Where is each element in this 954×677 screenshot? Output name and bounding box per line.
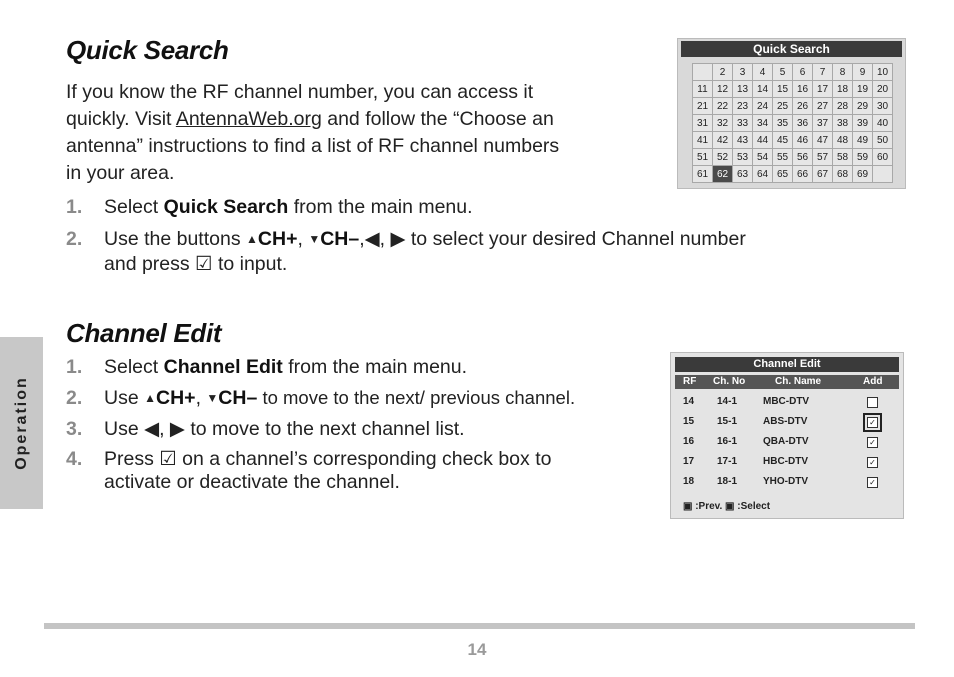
channel-cell[interactable]: 59 <box>853 149 873 166</box>
quick-search-screen <box>677 38 906 189</box>
channel-cell[interactable]: 56 <box>793 149 813 166</box>
channel-cell[interactable]: 50 <box>873 132 893 149</box>
channel-cell[interactable]: 26 <box>793 98 813 115</box>
channel-name: YHO-DTV <box>763 476 808 487</box>
channel-cell[interactable]: 61 <box>693 166 713 183</box>
channel-grid-row <box>693 132 893 149</box>
channel-cell[interactable]: 63 <box>733 166 753 183</box>
add-checkbox[interactable]: ✓ <box>867 437 878 448</box>
channel-cell[interactable]: 48 <box>833 132 853 149</box>
add-checkbox[interactable]: ✓ <box>867 417 878 428</box>
channel-ch: 17-1 <box>717 456 738 467</box>
channel-cell[interactable]: 25 <box>773 98 793 115</box>
quick-search-screen-title: Quick Search <box>681 41 902 57</box>
channel-cell[interactable]: 18 <box>833 81 853 98</box>
page-number: 14 <box>467 640 487 659</box>
channel-cell[interactable]: 60 <box>873 149 893 166</box>
channel-grid-row <box>693 81 893 98</box>
channel-cell[interactable]: 40 <box>873 115 893 132</box>
channel-cell[interactable]: 30 <box>873 98 893 115</box>
channel-edit-footer: ▣ :Prev. ▣ :Select <box>683 501 771 512</box>
channel-ch: 18-1 <box>717 476 738 487</box>
channel-edit-screen-title: Channel Edit <box>675 357 899 372</box>
channel-rf: 16 <box>683 436 695 447</box>
channel-cell[interactable]: 16 <box>793 81 813 98</box>
channel-name: QBA-DTV <box>763 436 809 447</box>
channel-ch: 14-1 <box>717 396 738 407</box>
channel-cell[interactable]: 37 <box>813 115 833 132</box>
channel-cell[interactable]: 68 <box>833 166 853 183</box>
quick-search-heading: Quick Search <box>66 35 229 65</box>
channel-edit-row[interactable] <box>675 433 893 452</box>
channel-grid-row <box>693 64 893 81</box>
channel-cell[interactable]: 3 <box>733 64 753 81</box>
channel-cell[interactable]: 23 <box>733 98 753 115</box>
footer-rule <box>44 623 915 629</box>
channel-cell[interactable]: 33 <box>733 115 753 132</box>
channel-edit-heading: Channel Edit <box>66 318 222 348</box>
channel-cell[interactable]: 58 <box>833 149 853 166</box>
channel-cell[interactable]: 67 <box>813 166 833 183</box>
channel-cell[interactable]: 35 <box>773 115 793 132</box>
channel-cell[interactable]: 13 <box>733 81 753 98</box>
channel-cell[interactable]: 21 <box>693 98 713 115</box>
channel-cell[interactable] <box>693 64 713 81</box>
channel-cell[interactable]: 28 <box>833 98 853 115</box>
channel-cell[interactable]: 29 <box>853 98 873 115</box>
side-tab: Operation <box>0 337 43 509</box>
channel-cell[interactable]: 62 <box>713 166 733 183</box>
channel-cell[interactable]: 32 <box>713 115 733 132</box>
channel-edit-header: RF Ch. No Ch. Name Add <box>675 375 899 389</box>
channel-rf: 17 <box>683 456 695 467</box>
channel-cell[interactable]: 66 <box>793 166 813 183</box>
channel-cell[interactable]: 53 <box>733 149 753 166</box>
channel-cell[interactable]: 45 <box>773 132 793 149</box>
channel-cell[interactable]: 43 <box>733 132 753 149</box>
channel-cell[interactable]: 46 <box>793 132 813 149</box>
channel-cell[interactable]: 31 <box>693 115 713 132</box>
add-checkbox[interactable] <box>867 397 878 408</box>
channel-cell[interactable]: 36 <box>793 115 813 132</box>
channel-cell[interactable]: 39 <box>853 115 873 132</box>
channel-cell[interactable]: 42 <box>713 132 733 149</box>
channel-cell[interactable]: 34 <box>753 115 773 132</box>
quick-search-paragraph: If you know the RF channel number, you can access it quickly. Visit AntennaWeb.org and follow the “Choose an antenna” instructions to find a list of RF channel numbers in your area. <box>66 81 560 184</box>
channel-cell[interactable]: 27 <box>813 98 833 115</box>
channel-edit-row[interactable] <box>675 393 893 412</box>
channel-cell[interactable]: 10 <box>873 64 893 81</box>
channel-grid-row <box>693 149 893 166</box>
channel-cell[interactable]: 38 <box>833 115 853 132</box>
channel-cell[interactable]: 44 <box>753 132 773 149</box>
channel-cell[interactable]: 69 <box>853 166 873 183</box>
down-arrow-icon: ▼ <box>308 232 321 246</box>
up-arrow-icon: ▲ <box>144 391 156 405</box>
channel-rf: 14 <box>683 396 695 407</box>
channel-cell[interactable]: 14 <box>753 81 773 98</box>
channel-cell[interactable]: 4 <box>753 64 773 81</box>
channel-cell[interactable]: 17 <box>813 81 833 98</box>
channel-edit-row[interactable] <box>675 473 893 492</box>
channel-cell[interactable]: 24 <box>753 98 773 115</box>
channel-edit-row[interactable] <box>675 413 893 432</box>
channel-cell[interactable]: 55 <box>773 149 793 166</box>
channel-ch: 16-1 <box>717 436 738 447</box>
down-arrow-icon: ▼ <box>206 391 219 405</box>
channel-ch: 15-1 <box>717 416 738 427</box>
channel-grid-row <box>693 98 893 115</box>
channel-cell[interactable]: 64 <box>753 166 773 183</box>
channel-cell[interactable]: 11 <box>693 81 713 98</box>
channel-cell[interactable]: 49 <box>853 132 873 149</box>
channel-edit-screen <box>670 352 904 519</box>
channel-cell[interactable]: 20 <box>873 81 893 98</box>
channel-cell[interactable] <box>873 166 893 183</box>
channel-cell[interactable]: 47 <box>813 132 833 149</box>
channel-cell[interactable]: 65 <box>773 166 793 183</box>
channel-cell[interactable]: 51 <box>693 149 713 166</box>
channel-name: ABS-DTV <box>763 416 808 427</box>
channel-name: HBC-DTV <box>763 456 808 467</box>
channel-cell[interactable]: 8 <box>833 64 853 81</box>
channel-name: MBC-DTV <box>763 396 810 407</box>
antennaweb-link[interactable]: AntennaWeb.org <box>175 108 322 130</box>
channel-grid-row <box>693 166 893 183</box>
channel-cell[interactable]: 41 <box>693 132 713 149</box>
channel-cell[interactable]: 52 <box>713 149 733 166</box>
channel-edit-row[interactable] <box>675 453 893 472</box>
channel-cell[interactable]: 2 <box>713 64 733 81</box>
add-checkbox[interactable]: ✓ <box>867 477 878 488</box>
up-arrow-icon: ▲ <box>246 232 258 246</box>
channel-cell[interactable]: 6 <box>793 64 813 81</box>
add-checkbox[interactable]: ✓ <box>867 457 878 468</box>
channel-cell[interactable]: 9 <box>853 64 873 81</box>
channel-cell[interactable]: 19 <box>853 81 873 98</box>
channel-cell[interactable]: 57 <box>813 149 833 166</box>
channel-grid-row <box>693 115 893 132</box>
channel-cell[interactable]: 7 <box>813 64 833 81</box>
channel-cell[interactable]: 15 <box>773 81 793 98</box>
channel-grid <box>692 63 893 183</box>
channel-rf: 18 <box>683 476 695 487</box>
channel-cell[interactable]: 12 <box>713 81 733 98</box>
channel-cell[interactable]: 22 <box>713 98 733 115</box>
channel-rf: 15 <box>683 416 695 427</box>
channel-cell[interactable]: 5 <box>773 64 793 81</box>
channel-cell[interactable]: 54 <box>753 149 773 166</box>
